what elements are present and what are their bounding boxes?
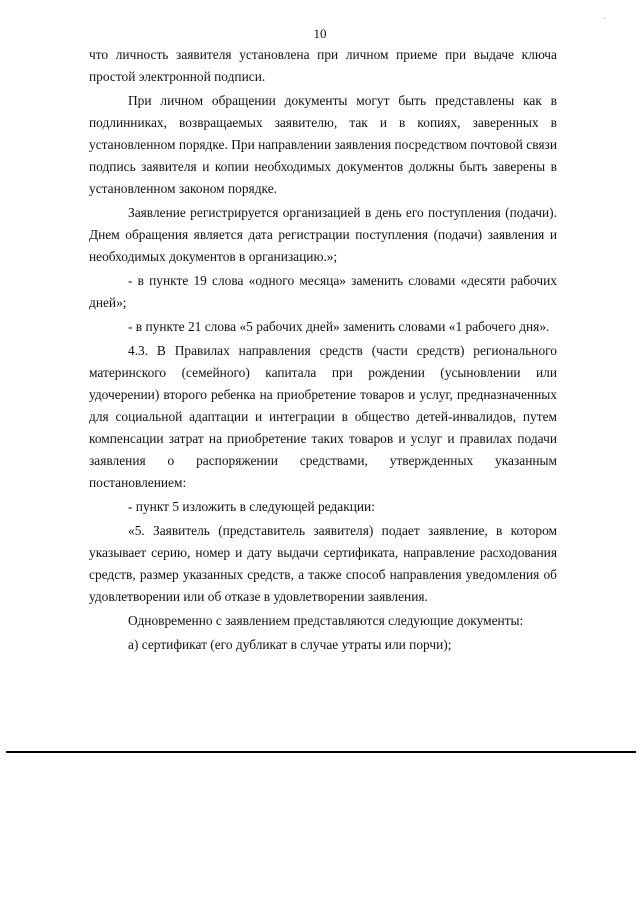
paragraph-item-21-amendment: - в пункте 21 слова «5 рабочих дней» заменить словами «1 рабочего дня». [128,319,550,334]
paragraph-personal-submission: При личном обращении документы могут быть представлены как в подлинниках, возвращаемых заявителю, так и в копиях, заверенных в установленном порядке. При направлении заявления посредством почтовой связи подпись заявителя и копии необходимых документов должны быть заверены в установленном законом порядке. [89,93,557,196]
paragraph-identity-confirmation: что личность заявителя установлена при личном приеме при выдаче ключа простой электронной подписи. [89,47,557,84]
paragraph-certificate-item: а) сертификат (его дубликат в случае утраты или порчи); [128,637,452,652]
paragraph-item-5-text: «5. Заявитель (представитель заявителя) подает заявление, в котором указывает серию, номер и дату выдачи сертификата, направление расходования средств, размер указанных средств, а также способ направления уведомления об удовлетворении или об отказе в удовлетворении заявления. [89,523,557,604]
horizontal-rule [6,751,636,753]
paragraph-section-4-3: 4.3. В Правилах направления средств (части средств) регионального материнского (семейного) капитала при рождении (усыновлении или удочерении) второго ребенка на приобретение товаров и услуг, предназначенных для социальной адаптации и интеграции в общество детей-инвалидов, путем компенсации затрат на приобретение таких товаров и услуг и правилах подачи заявления о распоряжении средствами, утвержденных указанным постановлением: [89,343,557,490]
paragraph-registration-date: Заявление регистрируется организацией в день его поступления (подачи). Днем обращения является дата регистрации поступления (подачи) заявления и необходимых документов в организацию.»; [89,205,557,264]
page-number: 10 [313,26,327,41]
paragraph-item-19-amendment: - в пункте 19 слова «одного месяца» заменить словами «десяти рабочих дней»; [89,273,557,310]
document-body [89,44,557,656]
paragraph-item-5-new-wording: - пункт 5 изложить в следующей редакции: [128,499,375,514]
paragraph-documents-list-intro: Одновременно с заявлением представляются следующие документы: [128,613,524,628]
scan-mark: · [603,14,606,23]
